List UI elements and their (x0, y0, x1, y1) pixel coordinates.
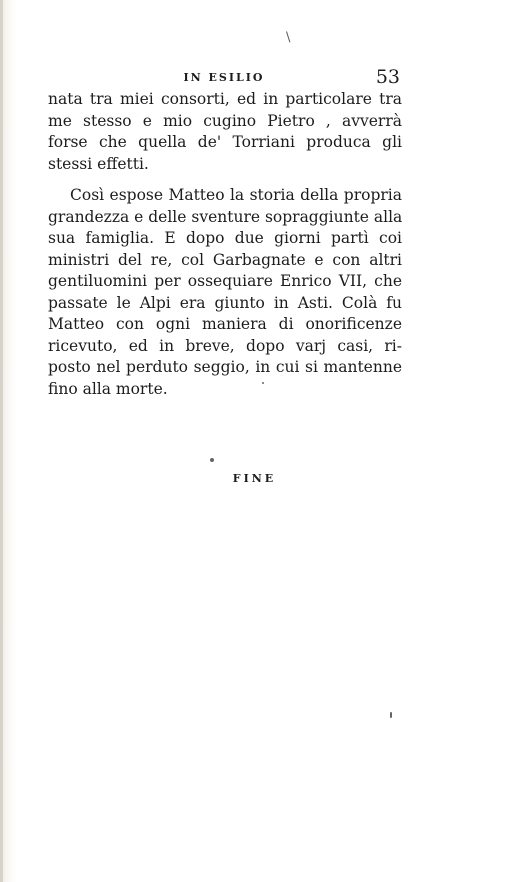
text-line: gentiluomini per ossequiare Enrico VII, che (48, 272, 402, 290)
text-line: ministri del re, col Garbagnate e con altri (48, 250, 402, 269)
page-number: 53 (375, 66, 400, 88)
text-line: Matteo con ogni maniera di onorificenze (48, 315, 402, 333)
paragraph (48, 89, 402, 175)
text-line: sua famiglia. E dopo due giorni partì coi (48, 229, 402, 247)
text-line: ricevuto, ed in breve, dopo varj casi, ri- (48, 336, 402, 355)
text-line: passate le Alpi era giunto in Asti. Colà fu (48, 293, 402, 312)
paragraph (48, 185, 402, 400)
text-line: nata tra miei consorti, ed in particolare tra (48, 90, 402, 108)
ink-speck (390, 712, 392, 718)
ink-speck (262, 382, 264, 384)
text-line: Così espose Matteo la storia della propria (70, 186, 402, 204)
text-line: stessi effetti. (48, 154, 149, 173)
margin-mark: \ (286, 30, 291, 45)
paragraph-gap (48, 175, 402, 185)
end-mark: FINE (232, 472, 277, 485)
text-line: forse che quella de' Torriani produca gli (48, 133, 402, 151)
text-line: posto nel perduto seggio, in cui si mantenne (48, 358, 402, 376)
running-head: IN ESILIO (183, 71, 265, 84)
text-line: me stesso e mio cugino Pietro , avverrà (48, 111, 402, 130)
page-edge (0, 0, 3, 882)
ink-speck (210, 458, 214, 462)
text-line: grandezza e delle sventure sopraggiunte alla (48, 207, 403, 226)
body-text (48, 89, 402, 400)
page-header (48, 66, 400, 88)
text-line: fino alla morte. (48, 379, 168, 398)
